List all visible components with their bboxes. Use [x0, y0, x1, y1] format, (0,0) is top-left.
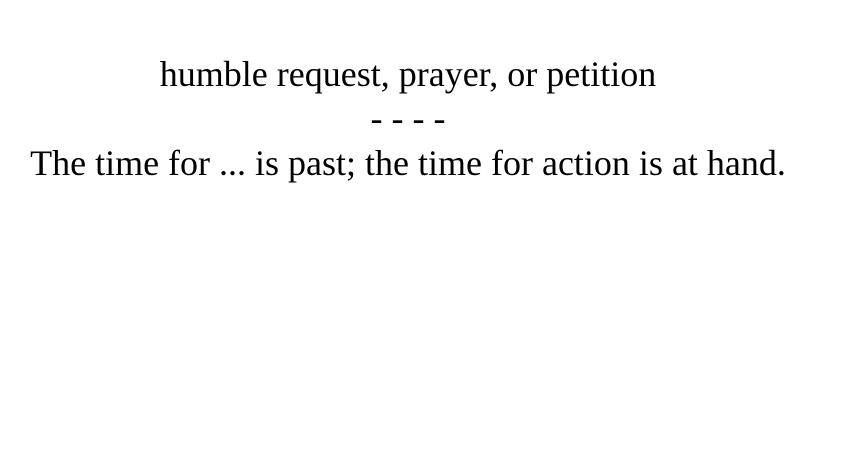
definition-text: humble request, prayer, or petition	[159, 54, 657, 94]
flashcard	[28, 52, 788, 186]
separator-text: - - - -	[370, 98, 446, 138]
example-sentence: The time for ... is past; the time for action is at hand.	[30, 143, 786, 183]
